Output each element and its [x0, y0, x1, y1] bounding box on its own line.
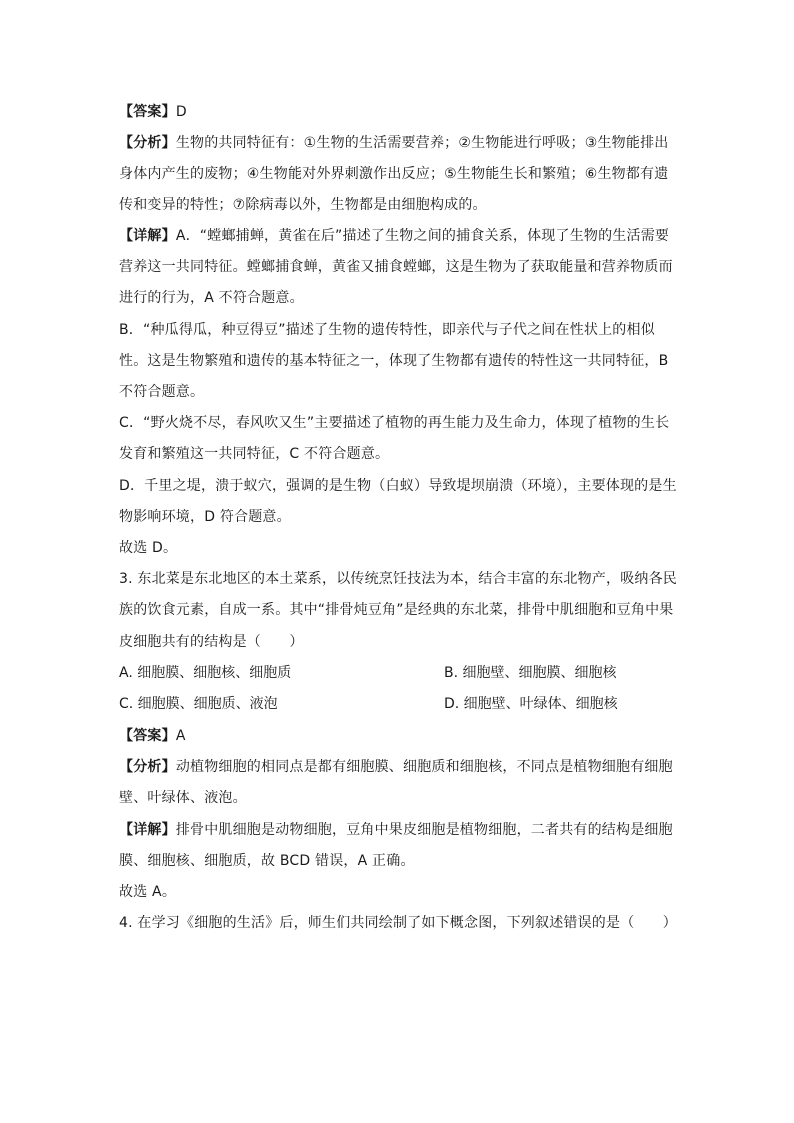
q3-option-a: A. 细胞膜、细胞核、细胞质	[119, 665, 292, 681]
q2-analysis-line-3: 传和变异的特性；⑦除病毒以外，生物都是由细胞构成的。	[119, 197, 487, 213]
q2-detail-line-1	[119, 226, 669, 246]
q2-detail-line-8: 发育和繁殖这一共同特征，C 不符合题意。	[119, 446, 390, 462]
q2-detail-line-10: 物影响环境，D 符合题意。	[119, 509, 291, 525]
q3-stem-line-1: 3. 东北菜是东北地区的本土菜系，以传统烹饪技法为本，结合丰富的东北物产，吸纳各民	[119, 571, 678, 587]
answer-value: A	[175, 728, 186, 744]
q3-option-d: D. 细胞壁、叶绿体、细胞核	[444, 696, 618, 712]
q4-stem: 4. 在学习《细胞的生活》后，师生们共同绘制了如下概念图，下列叙述错误的是（ ）	[119, 915, 678, 931]
answer-tag: 【答案】	[119, 728, 176, 744]
q3-detail-line-1	[119, 820, 673, 840]
q2-analysis-line-2: 身体内产生的废物；④生物能对外界刺激作出反应；⑤生物能生长和繁殖；⑥生物都有遗	[119, 166, 669, 182]
answer-value: D	[175, 104, 187, 120]
q2-detail-line-5: 性。这是生物繁殖和遗传的基本特征之一，体现了生物都有遗传的特性这一共同特征，B	[119, 353, 669, 369]
analysis-tag: 【分析】	[119, 135, 176, 151]
q2-conclusion: 故选 D。	[119, 540, 178, 556]
q2-answer-line	[119, 102, 187, 122]
q2-detail-line-3: 进行的行为，A 不符合题意。	[119, 290, 304, 306]
answer-tag: 【答案】	[119, 104, 176, 120]
detail-tag: 【详解】	[119, 822, 176, 838]
q2-analysis-line-1	[119, 133, 668, 153]
q2-detail-line-6: 不符合题意。	[119, 384, 205, 400]
detail-text: 排骨中肌细胞是动物细胞，豆角中果皮细胞是植物细胞，二者共有的结构是细胞	[175, 822, 673, 838]
q3-answer-line	[119, 726, 186, 746]
q3-analysis-line-1	[119, 757, 673, 777]
q2-detail-line-2: 营养这一共同特征。螳螂捕食蝉，黄雀又捕食螳螂，这是生物为了获取能量和营养物质而	[119, 259, 673, 275]
q3-option-b: B. 细胞壁、细胞膜、细胞核	[444, 665, 617, 681]
q3-option-c: C. 细胞膜、细胞质、液泡	[119, 696, 278, 712]
q3-conclusion: 故选 A。	[119, 884, 177, 900]
detail-tag: 【详解】	[119, 228, 176, 244]
detail-text: A．“螳螂捕蝉，黄雀在后”描述了生物之间的捕食关系，体现了生物的生活需要	[175, 228, 670, 244]
analysis-text: 动植物细胞的相同点是都有细胞膜、细胞质和细胞核，不同点是植物细胞有细胞	[175, 759, 673, 775]
q3-detail-line-2: 膜、细胞核、细胞质，故 BCD 错误，A 正确。	[119, 853, 415, 869]
q3-stem-line-3: 皮细胞共有的结构是（ ）	[119, 634, 304, 650]
analysis-tag: 【分析】	[119, 759, 176, 775]
q3-analysis-line-2: 壁、叶绿体、液泡。	[119, 790, 247, 806]
analysis-text: 生物的共同特征有：①生物的生活需要营养；②生物能进行呼吸；③生物能排出	[175, 135, 669, 151]
q2-detail-line-7: C．“野火烧不尽，春风吹又生”主要描述了植物的再生能力及生命力，体现了植物的生长	[119, 415, 670, 431]
q3-stem-line-2: 族的饮食元素，自成一系。其中“排骨炖豆角”是经典的东北菜，排骨中肌细胞和豆角中果	[119, 602, 674, 618]
q2-detail-line-9: D．千里之堤，溃于蚁穴，强调的是生物（白蚁）导致堤坝崩溃（环境），主要体现的是生	[119, 478, 677, 494]
q2-detail-line-4: B．“种瓜得瓜，种豆得豆”描述了生物的遗传特性，即亲代与子代之间在性状上的相似	[119, 322, 655, 338]
